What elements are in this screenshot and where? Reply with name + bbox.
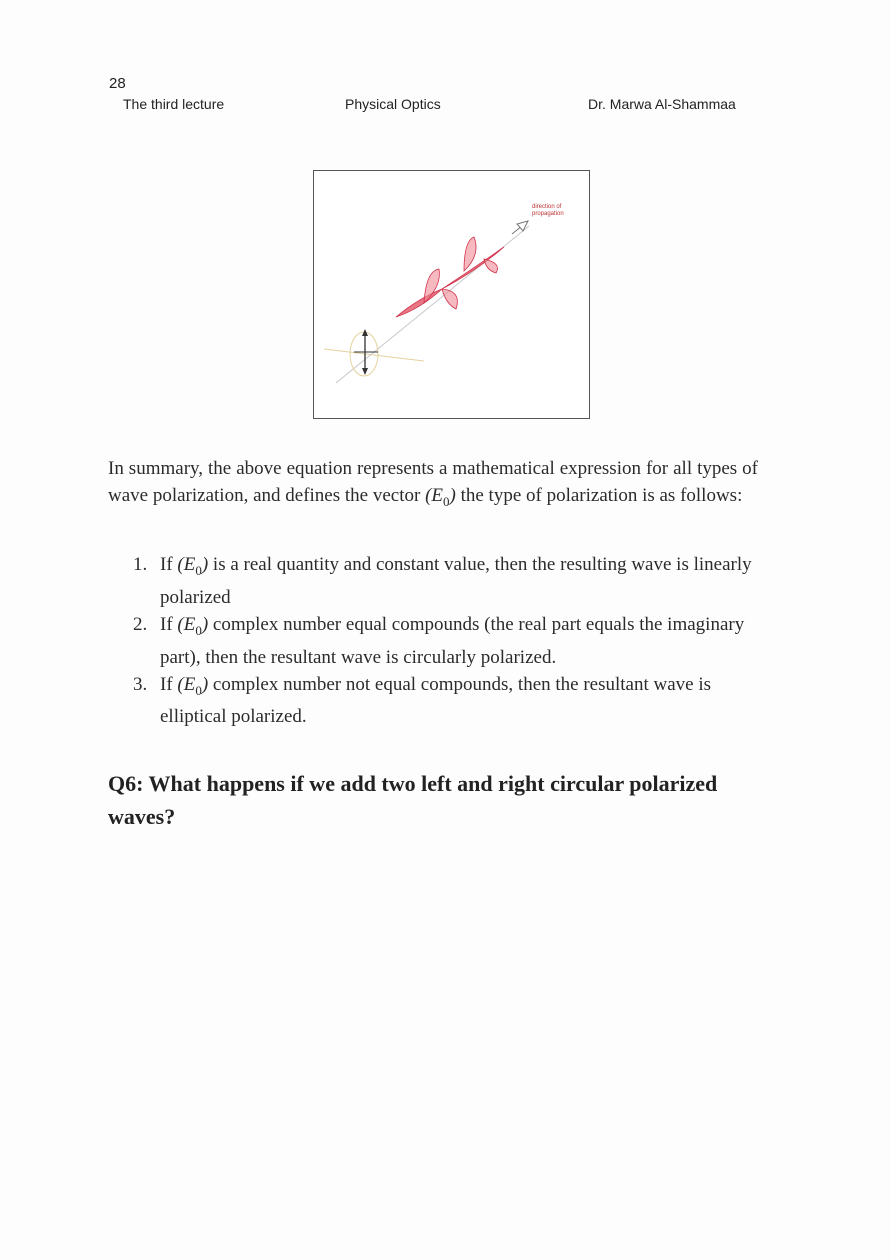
figure-label-line2: propagation: [532, 211, 564, 217]
summary-text-before: In summary, the above equation represents a mathematical expression for all types of wave polarization, and defines the vector: [108, 458, 758, 506]
polarization-list: [133, 551, 763, 730]
list-vector: $(E_0)$: [177, 673, 209, 698]
list-text: is a real quantity and constant value, then the resulting wave is linearly polarized: [160, 554, 752, 608]
list-number: 2.: [133, 613, 148, 635]
list-pre: If: [160, 554, 178, 575]
list-text: complex number not equal compounds, then the resultant wave is elliptical polarized.: [160, 673, 712, 728]
list-number: 1.: [133, 554, 148, 575]
figure-label-line1: direction of: [532, 204, 562, 210]
list-item: [133, 551, 763, 611]
list-item: [133, 611, 763, 671]
wave-lobe: [484, 259, 498, 273]
list-number: 3.: [133, 673, 148, 695]
summary-paragraph: [108, 455, 758, 515]
polarization-figure: [313, 170, 590, 419]
wave-lobe: [442, 289, 457, 309]
arrow-down-icon: [362, 368, 368, 375]
summary-vector: $(E_0)$: [425, 485, 456, 509]
header-author: Dr. Marwa Al-Shammaa: [588, 96, 736, 112]
list-pre: If: [160, 613, 178, 635]
header-lecture: The third lecture: [123, 96, 225, 112]
list-item: [133, 671, 763, 731]
list-text: complex number equal compounds (the real part equals the imaginary part), then the resultant wave is circularly polarized.: [160, 613, 745, 668]
page-number: 28: [109, 75, 126, 92]
electric-wave: [396, 237, 504, 317]
list-vector: $(E_0)$: [177, 613, 209, 638]
list-vector: $(E_0)$: [177, 554, 209, 578]
horizontal-axis: [324, 349, 424, 361]
list-pre: If: [160, 673, 178, 695]
summary-text-after: the type of polarization is as follows:: [455, 485, 743, 506]
propagation-arrow-icon: [512, 221, 528, 234]
header-course: Physical Optics: [345, 96, 441, 112]
wave-lobe: [464, 237, 476, 271]
question-heading: Q6: What happens if we add two left and right circular polarized waves?: [108, 771, 718, 829]
